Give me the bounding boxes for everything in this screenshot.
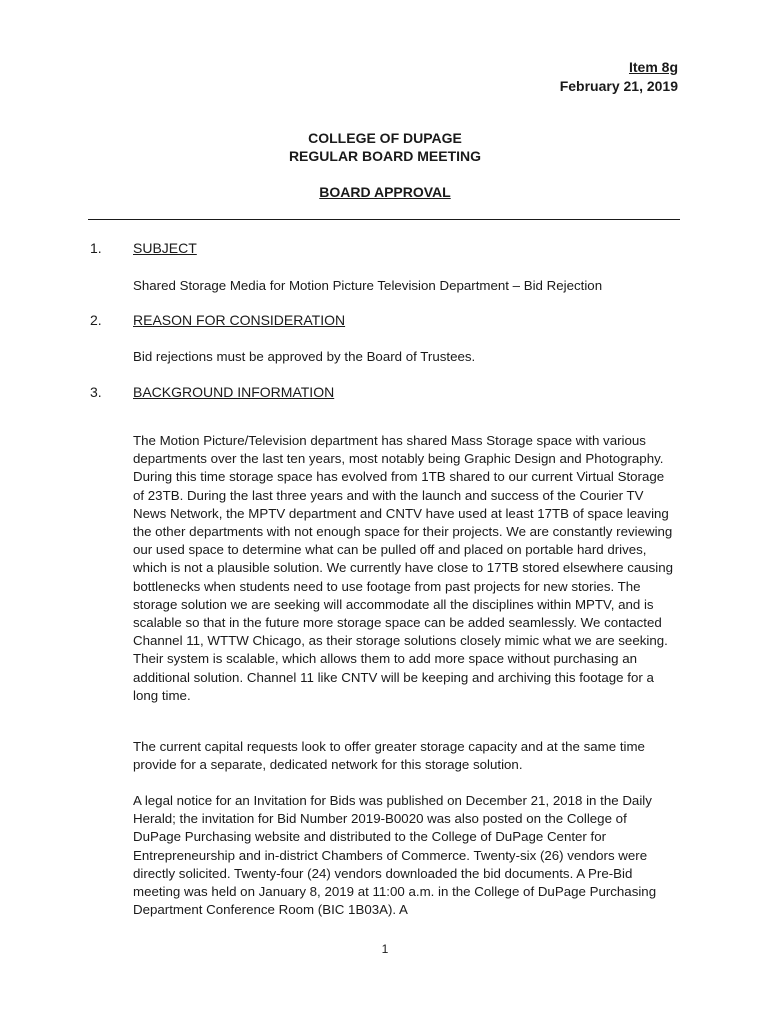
meeting-title: REGULAR BOARD MEETING	[288, 148, 482, 164]
section-2-number: 2.	[90, 312, 102, 328]
section-1-title: SUBJECT	[133, 240, 197, 256]
meeting-date: February 21, 2019	[559, 78, 678, 94]
page-number: 1	[381, 942, 389, 956]
horizontal-rule	[88, 219, 680, 220]
section-2-title: REASON FOR CONSIDERATION	[133, 312, 346, 328]
section-3-title: BACKGROUND INFORMATION	[133, 384, 335, 400]
board-approval-heading: BOARD APPROVAL	[319, 184, 451, 200]
section-2-body: Bid rejections must be approved by the Board of Trustees.	[133, 349, 476, 364]
section-1-body: Shared Storage Media for Motion Picture Television Department – Bid Rejection	[133, 278, 603, 293]
background-paragraph-1: The Motion Picture/Television department has shared Mass Storage space with various departments over the last ten years, most notably being Graphic Design and Photography. During this time storage space has evolved from 1TB shared to our current Virtual Storage of 23TB. During the last three years and with the launch and success of the Courier TV News Network, the MPTV department and CNTV have used at least 17TB of space leaving the other departments with not enough space for their projects. We are constantly reviewing our used space to determine what can be pulled off and placed on portable hard drives, which is not a plausible solution. We currently have close to 17TB stored elsewhere causing bottlenecks when students need to use footage from past projects for new stories. The storage solution we are seeking will accommodate all the disciplines within MPTV, and is scalable so that in the future more storage space can be added seamlessly. We contacted Channel 11, WTTW Chicago, as their storage solutions closely mimic what we are seeking. Their system is scalable, which allows them to add more space without purchasing an additional solution. Channel 11 like CNTV will be keeping and archiving this footage for a long time.	[133, 433, 674, 703]
college-name: COLLEGE OF DUPAGE	[308, 130, 462, 146]
background-paragraph-3: A legal notice for an Invitation for Bids was published on December 21, 2018 in the Daily Herald; the invitation for Bid Number 2019-B0020 was also posted on the College of DuPage Purchasing website and distributed to the College of DuPage Center for Entrepreneurship and in-district Chambers of Commerce. Twenty-six (26) vendors were directly solicited. Twenty-four (24) vendors downloaded the bid documents. A Pre-Bid meeting was held on January 8, 2019 at 11:00 a.m. in the College of DuPage Purchasing Department Conference Room (BIC 1B03A). A	[133, 793, 657, 918]
item-number: Item 8g	[628, 59, 678, 75]
section-3-number: 3.	[90, 384, 102, 400]
section-1-number: 1.	[90, 240, 102, 256]
background-paragraph-2: The current capital requests look to offer greater storage capacity and at the same time provide for a separate, dedicated network for this storage solution.	[133, 739, 645, 773]
